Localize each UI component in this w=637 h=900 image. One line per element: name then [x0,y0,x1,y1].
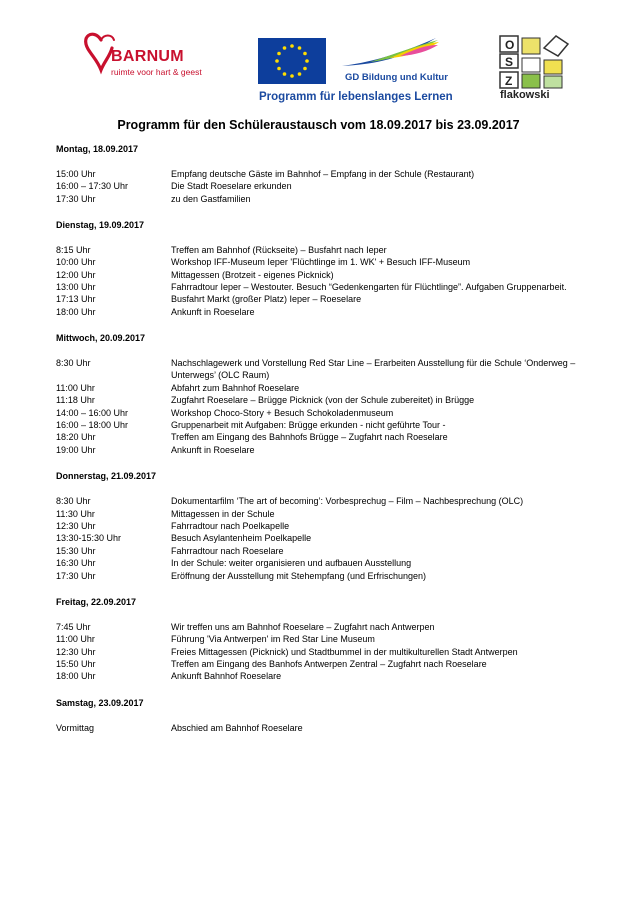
page-title: Programm für den Schüleraustausch vom 18.09.2017 bis 23.09.2017 [117,118,520,132]
eu-flag [258,38,326,84]
eu-star-icon [290,74,294,78]
osz-letter-s: S [505,55,514,69]
schedule-row [56,722,616,734]
schedule-row [56,269,616,281]
entry-desc: Busfahrt Markt (großer Platz) Ieper – Roeselare [171,294,362,305]
entry-desc: Abschied am Bahnhof Roeselare [171,722,303,733]
osz-blocks-icon [498,34,570,90]
day-section [56,697,616,734]
schedule-row [56,168,616,180]
schedule-row [56,495,616,507]
entry-desc: Nachschlagewerk und Vorstellung Red Star Line – Erarbeiten Ausstellung für die Schule ‘Onderweg – Unterwegs’ (OLC Raum) [171,358,576,381]
entry-time: 10:00 Uhr [56,257,96,268]
schedule-row [56,293,616,305]
schedule-row [56,419,616,431]
entry-time: 17:13 Uhr [56,294,96,305]
eu-star-icon [298,72,302,76]
entry-desc: Wir treffen uns am Bahnhof Roeselare – Zugfahrt nach Antwerpen [171,621,435,632]
day-section [56,470,616,582]
programme-text: Programm für lebenslanges Lernen [259,91,453,103]
entry-desc: Mittagessen in der Schule [171,508,275,519]
entry-desc: Freies Mittagessen (Picknick) und Stadtbummel in der multikulturellen Stadt Antwerpen [171,646,518,657]
schedule-row [56,256,616,268]
entry-desc: Besuch Asylantenheim Poelkapelle [171,533,312,544]
entry-time: 8:15 Uhr [56,244,91,255]
entry-time: Vormittag [56,722,95,733]
entry-desc: Treffen am Eingang des Banhofs Antwerpen Zentral – Zugfahrt nach Roeselare [171,658,487,669]
day-title: Samstag, 23.09.2017 [56,697,144,708]
schedule-row [56,633,616,645]
eu-star-icon [303,52,307,56]
swoosh-icon [340,36,440,72]
osz-flakowski-logo [498,34,570,104]
entry-desc: Zugfahrt Roeselare – Brügge Picknick (von der Schule zubereitet) in Brügge [171,395,475,406]
schedule-row [56,646,616,658]
schedule-row [56,394,616,406]
entry-time: 12:00 Uhr [56,269,96,280]
schedule-row [56,431,616,443]
entry-time: 8:30 Uhr [56,496,91,507]
entry-time: 16:00 – 17:30 Uhr [56,181,129,192]
entry-time: 12:30 Uhr [56,520,96,531]
schedule-row [56,557,616,569]
entry-time: 18:20 Uhr [56,432,96,443]
day-section [56,143,616,205]
entry-time: 17:30 Uhr [56,570,96,581]
schedule-row [56,621,616,633]
barnum-logo [84,30,244,85]
schedule-row [56,180,616,192]
osz-letter-z: Z [505,74,513,88]
entry-time: 19:00 Uhr [56,444,96,455]
entry-desc: Gruppenarbeit mit Aufgaben: Brügge erkunden - nicht geführte Tour - [171,420,446,431]
entry-desc: In der Schule: weiter organisieren und aufbauen Ausstellung [171,558,412,569]
entry-desc: Die Stadt Roeselare erkunden [171,181,292,192]
schedule-row [56,532,616,544]
entry-desc: Ankunft in Roeselare [171,306,255,317]
entry-time: 13:30-15:30 Uhr [56,533,122,544]
entry-desc: Abfahrt zum Bahnhof Roeselare [171,382,300,393]
entry-desc: Führung 'Via Antwerpen' im Red Star Line Museum [171,634,375,645]
eu-stars-icon [258,38,326,84]
day-section [56,596,616,683]
entry-time: 11:18 Uhr [56,395,95,406]
eu-star-icon [277,67,281,71]
entry-time: 16:00 – 18:00 Uhr [56,420,129,431]
entry-desc: Mittagessen (Brotzeit - eigenes Picknick) [171,269,334,280]
entry-desc: Treffen am Eingang des Bahnhofs Brügge – Zugfahrt nach Roeselare [171,432,448,443]
flakowski-text: flakowski [500,89,550,101]
schedule-row [56,545,616,557]
osz-letter-o: O [505,38,515,52]
entry-time: 15:30 Uhr [56,545,96,556]
day-title: Mittwoch, 20.09.2017 [56,333,146,344]
entry-desc: Empfang deutsche Gäste im Bahnhof – Empfang in der Schule (Restaurant) [171,168,475,179]
day-section [56,219,616,318]
barnum-tagline: ruimte voor hart & geest [111,67,202,77]
schedule-row [56,508,616,520]
eu-star-icon [290,44,294,48]
schedule-row [56,382,616,394]
schedule [56,143,616,734]
gd-text: GD Bildung und Kultur [345,72,448,83]
day-title: Freitag, 22.09.2017 [56,596,137,607]
eu-star-icon [298,46,302,50]
eu-star-icon [283,72,287,76]
schedule-row [56,407,616,419]
schedule-row [56,658,616,670]
schedule-row [56,281,616,293]
barnum-name: BARNUM [111,48,184,65]
entry-desc: Ankunft Bahnhof Roeselare [171,671,282,682]
entry-time: 14:00 – 16:00 Uhr [56,407,129,418]
entry-time: 17:30 Uhr [56,193,96,204]
eu-star-icon [305,59,309,63]
entry-time: 18:00 Uhr [56,671,96,682]
day-title: Dienstag, 19.09.2017 [56,220,145,231]
schedule-row [56,193,616,205]
eu-star-icon [275,59,279,63]
entry-time: 7:45 Uhr [56,621,91,632]
entry-desc: Ankunft in Roeselare [171,444,255,455]
schedule-row [56,357,616,382]
schedule-row [56,306,616,318]
schedule-row [56,444,616,456]
day-title: Montag, 18.09.2017 [56,144,139,154]
entry-desc: Eröffnung der Ausstellung mit Stehempfang (und Erfrischungen) [171,570,426,581]
schedule-row [56,570,616,582]
entry-time: 11:00 Uhr [56,634,95,645]
logo-header [0,0,637,110]
entry-desc: Workshop IFF-Museum Ieper 'Flüchtlinge im 1. WK' + Besuch IFF-Museum [171,257,471,268]
entry-desc: Fahrradtour nach Poelkapelle [171,520,290,531]
entry-desc: Fahrradtour nach Roeselare [171,545,284,556]
entry-desc: Dokumentarfilm ‘The art of becoming’: Vorbesprechug – Film – Nachbesprechung (OLC) [171,496,524,507]
entry-time: 12:30 Uhr [56,646,96,657]
entry-time: 18:00 Uhr [56,306,96,317]
schedule-row [56,670,616,682]
entry-time: 15:50 Uhr [56,658,96,669]
day-section [56,332,616,456]
entry-time: 11:00 Uhr [56,382,95,393]
entry-time: 11:30 Uhr [56,508,95,519]
entry-desc: Workshop Choco-Story + Besuch Schokoladenmuseum [171,407,394,418]
entry-desc: Fahrradtour Ieper – Westouter. Besuch “Gedenkengarten für Flüchtlinge”. Aufgaben Gruppenarbeit. [171,282,567,293]
eu-star-icon [277,52,281,56]
schedule-row [56,244,616,256]
entry-time: 13:00 Uhr [56,282,96,293]
schedule-row [56,520,616,532]
eu-star-icon [283,46,287,50]
entry-time: 8:30 Uhr [56,358,91,369]
entry-time: 15:00 Uhr [56,168,96,179]
entry-time: 16:30 Uhr [56,558,96,569]
day-title: Donnerstag, 21.09.2017 [56,471,157,482]
gd-bildung-logo [340,36,448,83]
entry-desc: Treffen am Bahnhof (Rückseite) – Busfahrt nach Ieper [171,244,387,255]
entry-desc: zu den Gastfamilien [171,193,251,204]
eu-star-icon [303,67,307,71]
